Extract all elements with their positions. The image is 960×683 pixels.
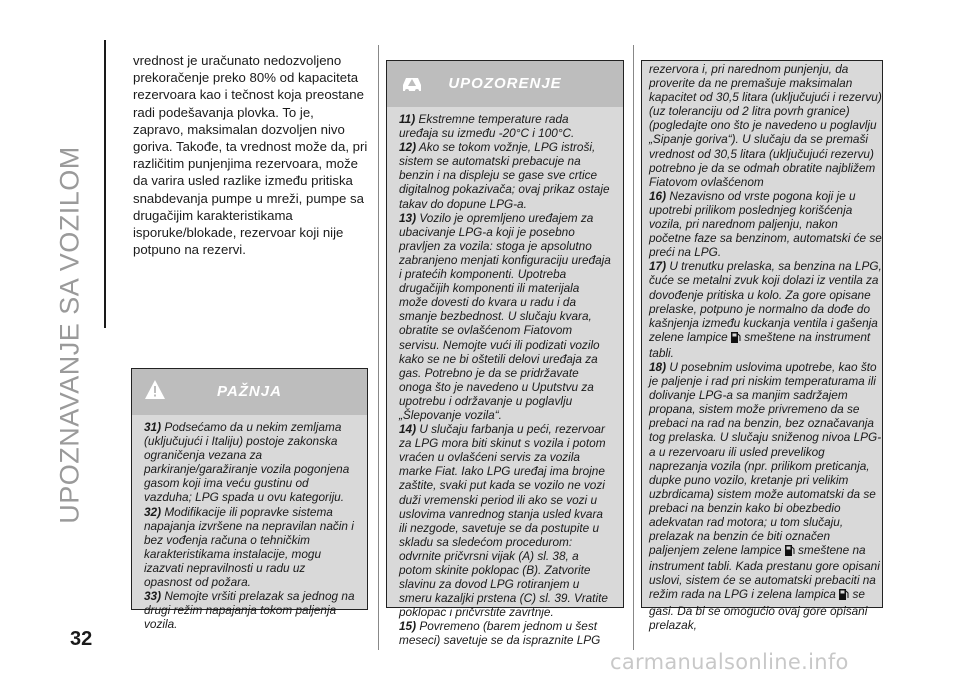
item-text: Ako se tokom vožnje, LPG istroši, sistem se automatski prebacuje na benzin i na displeju se gase sve crtice digitalnog pokazivača; ovaj prikaz ostaje takav do dopune LPG-a. [399, 140, 610, 211]
list-item [649, 259, 883, 360]
list-item [399, 211, 611, 422]
warning-box-header [387, 61, 623, 107]
car-warning-icon [399, 71, 425, 98]
warning-triangle-icon [144, 379, 166, 404]
list-item [399, 112, 611, 140]
item-text: Vozilo je opremljeno uređajem za ubacivanje LPG-a koji je posebno pravljen za vozila: stoga je apsolutno zabranjeno menjati konfiguraciju uređaja i pratećih komponenti. Upotreba drugačijih komponenti ili materijala može dovesti do kvara u radu i da smanje bezbednost. U slučaju kvara, obratite se ovlašćenom Fiatovom servisu. Nemojte vući ili podizati vozilo kako se ne bi oštetili delovi uređaja za gas. Potrebno je da se pridržavate onoga što je navedeno u Uputstvu za upotrebu i održavanje u poglavlju „Šlepovanje vozila“. [399, 210, 611, 422]
item-text: U trenutku prelaska, sa benzina na LPG, čuće se metalni zvuk koji dolazi iz ventila za dovođenje pritiska u kolo. Za gore opisane prelaske, potpuno je normalno da dođe do kašnjenja između kuckanja ventila i gašenja zelene lampice [649, 259, 882, 344]
list-item [144, 505, 355, 590]
column-divider [633, 45, 634, 650]
attention-box [131, 368, 368, 632]
item-text: se gasi. Da bi se omogućio ovaj gore opisani prelazak, [649, 587, 868, 632]
list-item [649, 360, 883, 632]
item-text: smeštene na instrument tabli. [649, 329, 871, 360]
list-item [399, 422, 611, 619]
warning-box-title: UPOZORENJE [448, 74, 562, 92]
list-item [399, 140, 611, 210]
attention-box-title: PAŽNJA [217, 382, 282, 400]
item-number: 31) [144, 420, 162, 434]
side-chapter-title-text: UPOZNAVANJE SA VOZILOM [54, 146, 85, 524]
page-number: 32 [70, 628, 93, 650]
item-number: 18) [649, 359, 667, 374]
continuation-paragraph: rezervora i, pri narednom punjenju, da proverite da ne premašuje maksimalan kapacitet od 30,5 litara (uključujući i rezervu) (uz toleranciju od 2 litra povrh granice) (pogledajte ono što je navedeno u poglavlju „Sipanje goriva“). U slučaju da se premaši vrednost od 30,5 litara (uključujući rezervu) potrebno je da se odmah obratite najbližem Fiatovom ovlašćenom [649, 62, 882, 189]
item-text: U posebnim uslovima upotrebe, kao što je paljenje i rad pri niskim temperaturama ili dolivanje LPG-a sa manjim sadržajem propana, sistem može privremeno da se prebaci na rad na benzin, bez označavanja tog prelaska. U slučaju sniženog nivoa LPG-a u rezervoaru ili usled prevelikog naprezanja vozila (npr. prilikom preticanja, dupke puno vozilo, kretanje pri velikim uzbrdicama) sistem može automatski da se prebaci na benzin kako bi obezbedio adekvatan rad motora; u tom slučaju, prelazak na benzin će biti označen paljenjem zelene lampice [649, 359, 882, 558]
item-number: 16) [649, 188, 667, 203]
fuel-pump-icon [731, 331, 741, 346]
item-text: Podsećamo da u nekim zemljama (uključujući i Italiju) postoje zakonska ograničenja vezana za parkiranje/garažiranje vozila pogonjena gasom koji ima veću gustinu od vazduha; LPG spada u ovu kategoriju. [144, 420, 350, 505]
item-text: Nemojte vršiti prelazak sa jednog na drugi režim napajanja tokom paljenja vozila. [144, 589, 355, 632]
list-item [399, 619, 611, 647]
continuation-text [649, 62, 883, 632]
item-number: 15) [399, 619, 417, 634]
item-text: U slučaju farbanja u peći, rezervoar za LPG mora biti skinut s vozila i potom vraćen u ovlašćeni servis za vozila marke Fiat. Iako LPG uređaj ima brojne zaštite, svaki put kada se vozilo ne vozi duži vremenski period ili ako se vozi u uslovima vanrednog stanja usled kvara ili nezgode, savetuje se da postupite u skladu sa sledećom procedurom: odvrnite pričvrsni vijak (A) sl. 38, a potom skinite poklopac (B). Zatvorite slavinu za dovod LPG rotiranjem u smeru kazaljki prstena (C) sl. 39. Vratite poklopac i pričvrstite zavrtnje. [399, 422, 608, 620]
item-number: 17) [649, 259, 667, 274]
item-text: Povremeno (barem jednom u šest meseci) savetuje se da ispraznite LPG [399, 619, 601, 648]
item-number: 11) [399, 112, 416, 126]
list-item [144, 589, 355, 631]
list-item [144, 420, 355, 505]
item-text: Ekstremne temperature rada uređaja su između -20°C i 100°C. [399, 112, 575, 141]
item-number: 14) [399, 422, 417, 437]
item-number: 32) [144, 504, 162, 519]
item-number: 13) [399, 210, 417, 225]
watermark: carmanualsonline.info [610, 650, 849, 674]
warning-box [386, 60, 624, 648]
attention-box-header [132, 369, 367, 415]
item-text: Modifikacije ili popravke sistema napajanja izvršene na nepravilan način i bez vođenja računa o tehničkim karakteristikama instalacije, mogu izazvati nepravilnosti u radu uz opasnost od požara. [144, 504, 354, 590]
attention-box-body [132, 415, 367, 631]
list-item [649, 189, 883, 259]
fuel-pump-icon [839, 588, 849, 603]
item-number: 12) [399, 140, 417, 155]
item-number: 33) [144, 589, 162, 604]
side-rule [104, 40, 106, 328]
item-text: smeštene na instrument tabli. Kada prestanu gore opisani uslovi, sistem će se automatski prebaciti na režim rada na LPG i zelena lampica [649, 543, 880, 602]
item-text: Nezavisno od vrste pogona koji je u upotrebi prilikom poslednjeg korišćenja vozila, pri narednom paljenju, nakon početne faze sa benzinom, automatski će se preći na LPG. [649, 188, 882, 260]
fuel-pump-icon [785, 544, 795, 559]
column-divider [378, 45, 379, 650]
warning-box-body [387, 107, 623, 648]
intro-paragraph: vrednost je uračunato nedozvoljeno prekoračenje preko 80% od kapaciteta rezervoara kao i tečnost koja preostane radi podešavanja plovka. To je, zapravo, maksimalan dozvoljen nivo goriva. Takođe, ta vrednost može da, pri različitim punjenjima rezervoara, može da varira usled razlike između pritiska snabdevanja pumpe u mreži, pumpe sa drugačijim karakteristikama isporuke/blokade, rezervoar koji nije potpuno na rezervi. [133, 53, 368, 258]
